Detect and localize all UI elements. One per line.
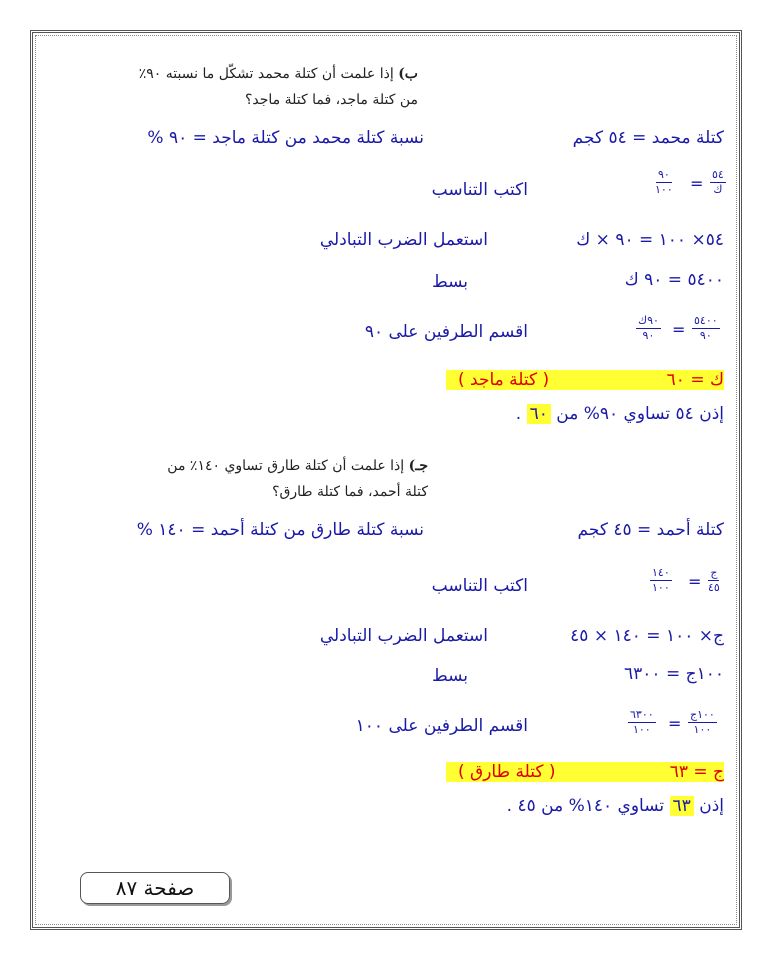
part-b-answer-row [446, 370, 724, 390]
part-b-step4-frac-right [636, 314, 661, 343]
part-b-given-left: كتلة محمد = ٥٤ كجم [572, 128, 724, 148]
part-b-given-right: نسبة كتلة محمد من كتلة ماجد = ٩٠ % [147, 128, 424, 148]
denominator: ٤٥ [708, 581, 720, 594]
part-b-step3-label: بسط [431, 272, 468, 292]
denominator: ٩٠ [699, 329, 712, 342]
numerator: ج [710, 566, 718, 579]
page-number-label: صفحة ٨٧ [80, 872, 230, 904]
part-c-step4-frac-left [688, 708, 717, 737]
part-c-question-line2: كتلة أحمد، فما كتلة طارق؟ [272, 484, 428, 500]
denominator: ١٠٠ [655, 183, 673, 196]
part-b-step4-frac-left [692, 314, 720, 343]
part-c-step1-label: اكتب التناسب [431, 576, 528, 596]
numerator: ١٠٠ج [690, 708, 715, 721]
part-c-conclusion-prefix: إذن [699, 796, 724, 816]
part-b-answer-label: ( كتلة ماجد ) [458, 370, 550, 390]
denominator: ١٠٠ [632, 723, 651, 736]
part-c-step1-frac-left [708, 566, 720, 595]
part-c-question-line1: إذا علمت أن كتلة طارق تساوي ١٤٠٪ من [167, 458, 405, 474]
part-b-conclusion-suffix: . [515, 404, 522, 424]
part-c-answer-expr: ج = ٦٣ [669, 762, 724, 782]
part-c-given-left: كتلة أحمد = ٤٥ كجم [577, 520, 724, 540]
part-c-step2-label: استعمل الضرب التبادلي [319, 626, 488, 646]
part-b-step1-frac-left [710, 168, 726, 197]
denominator: ١٠٠ [693, 723, 712, 736]
numerator: ٥٤٠٠ [694, 314, 718, 327]
part-b-step3-expr: ٥٤٠٠ = ٩٠ ك [624, 270, 724, 290]
numerator: ٦٣٠٠ [630, 708, 654, 721]
page-border [30, 30, 742, 930]
equals-sign: = [672, 320, 686, 339]
part-b-step2-label: استعمل الضرب التبادلي [319, 230, 488, 250]
denominator: ١٠٠ [652, 581, 670, 594]
part-c-step3-expr: ١٠٠ج = ٦٣٠٠ [624, 664, 724, 684]
part-b-step2-expr: ٥٤× ١٠٠ = ٩٠ × ك [576, 230, 724, 250]
part-b-step4-label: اقسم الطرفين على ٩٠ [364, 322, 528, 342]
part-c-step2-expr: ج× ١٠٠ = ١٤٠ × ٤٥ [570, 626, 724, 646]
part-c-letter: جـ) [408, 458, 428, 474]
part-b-conclusion-prefix: إذن ٥٤ تساوي ٩٠% من [556, 404, 724, 424]
part-b-conclusion-value: ٦٠ [527, 404, 551, 424]
part-c-given-right: نسبة كتلة طارق من كتلة أحمد = ١٤٠ % [136, 520, 424, 540]
denominator: ٩٠ [642, 329, 655, 342]
part-c-step1-frac-right [650, 566, 672, 595]
part-b-letter: ب) [398, 66, 418, 82]
part-b-answer-expr: ك = ٦٠ [666, 370, 724, 390]
part-c-step4-frac-right [628, 708, 656, 737]
numerator: ٩٠ [657, 168, 670, 181]
part-c-step3-label: بسط [431, 666, 468, 686]
part-b-question [139, 66, 418, 82]
part-c-question [167, 458, 428, 474]
equals-sign: = [688, 572, 702, 591]
part-c-answer-label: ( كتلة طارق ) [458, 762, 556, 782]
numerator: ٥٤ [712, 168, 724, 181]
part-c-conclusion [507, 796, 724, 816]
part-b-question-line1: إذا علمت أن كتلة محمد تشكّل ما نسبته ٩٠٪ [138, 66, 394, 82]
part-c-answer-row [446, 762, 724, 782]
part-c-conclusion-suffix: تساوي ١٤٠% من ٤٥ . [506, 796, 665, 816]
part-b-step1-label: اكتب التناسب [431, 180, 528, 200]
numerator: ٩٠ك [638, 314, 659, 327]
equals-sign: = [668, 714, 682, 733]
part-b-question-line2: من كتلة ماجد، فما كتلة ماجد؟ [244, 92, 418, 108]
denominator: ك [713, 183, 723, 196]
part-c-step4-label: اقسم الطرفين على ١٠٠ [355, 716, 528, 736]
part-b-step1-frac-right [655, 168, 673, 197]
numerator: ١٤٠ [652, 566, 670, 579]
equals-sign: = [690, 174, 704, 193]
part-c-conclusion-value: ٦٣ [670, 796, 694, 816]
part-b-conclusion [516, 404, 724, 424]
